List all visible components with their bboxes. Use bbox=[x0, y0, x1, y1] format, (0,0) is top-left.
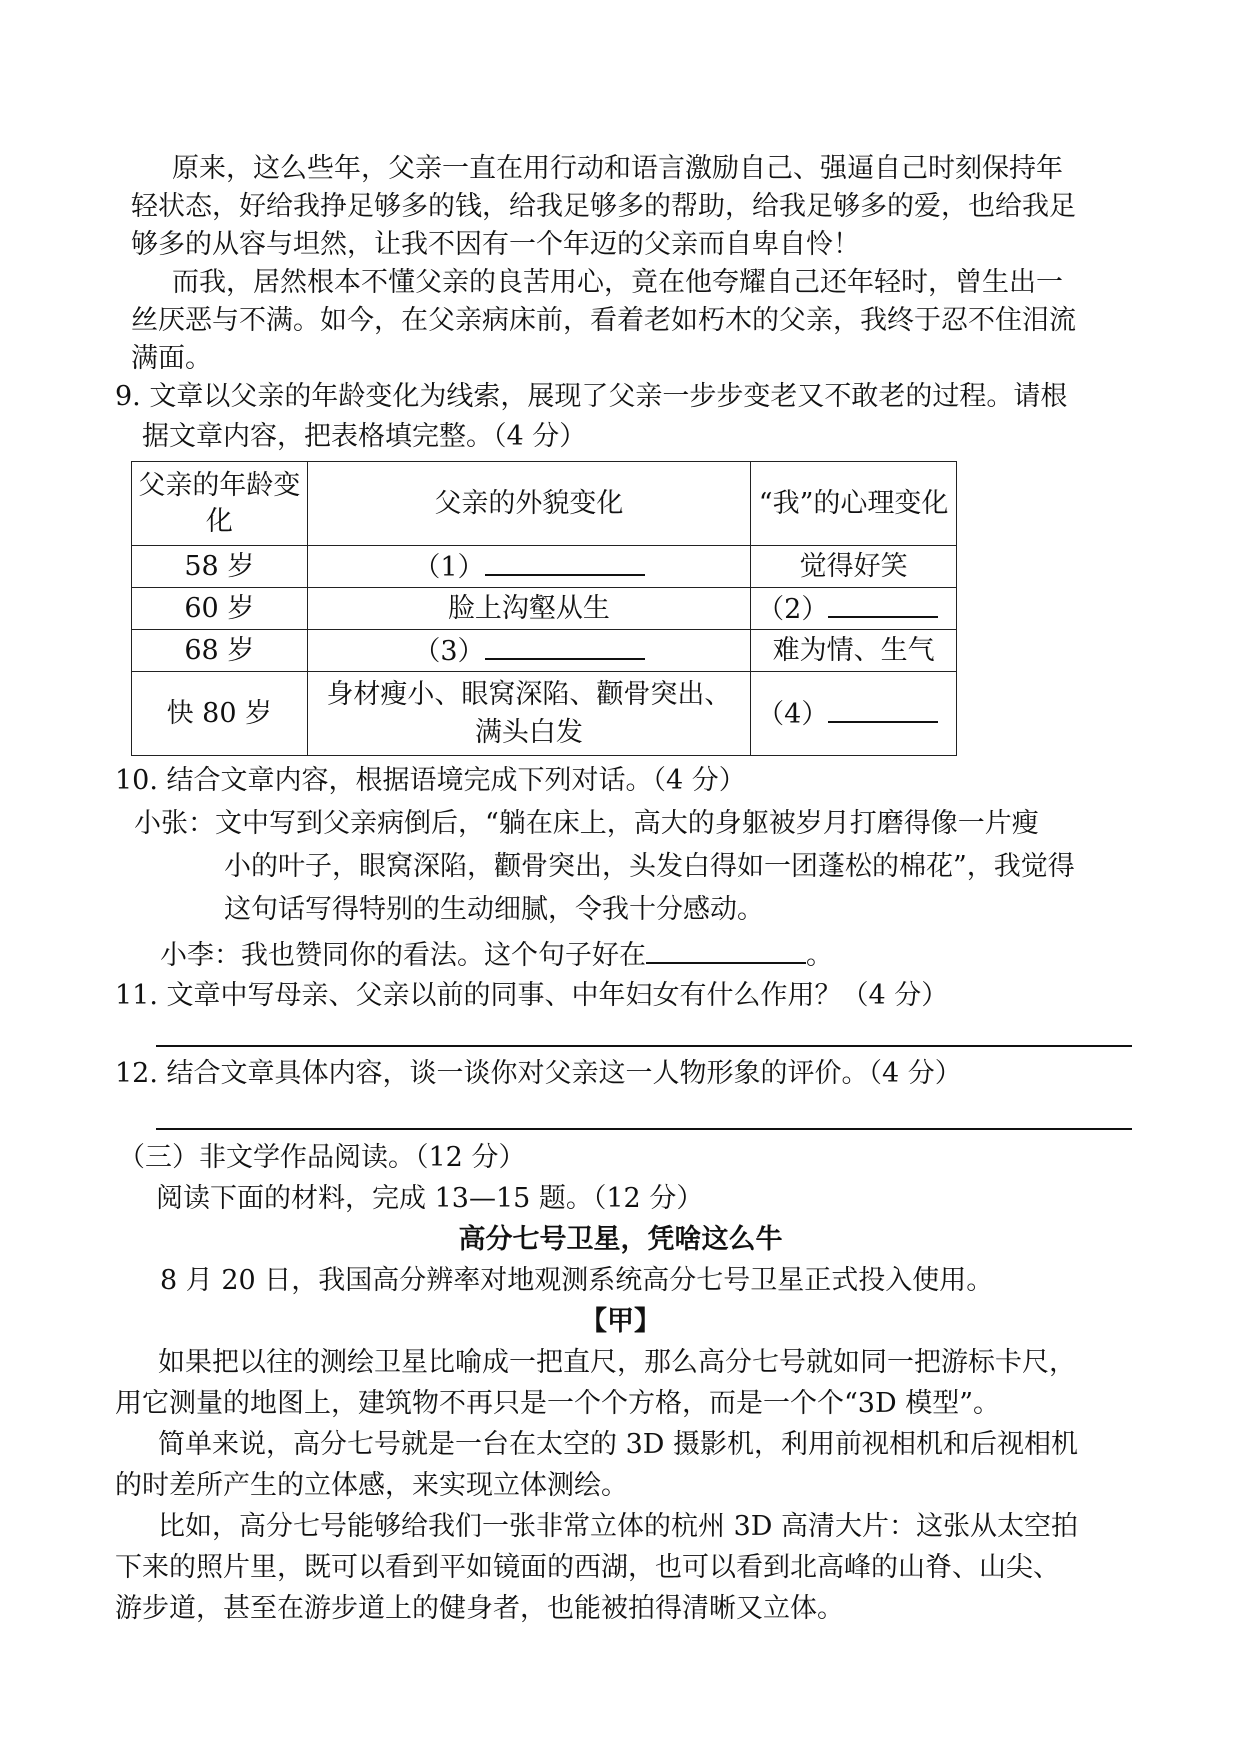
table-cell-mind[interactable]: （4） bbox=[751, 672, 957, 756]
table-cell-mind: 觉得好笑 bbox=[751, 546, 957, 588]
table-cell-age: 68 岁 bbox=[132, 630, 308, 672]
article-paragraph: 简单来说，高分七号就是一台在太空的 3D 摄影机，利用前视相机和后视相机 bbox=[158, 1429, 1078, 1460]
answer-line[interactable] bbox=[156, 1045, 1132, 1047]
table-cell-mind[interactable]: （2） bbox=[751, 588, 957, 630]
question-11: 11. 文章中写母亲、父亲以前的同事、中年妇女有什么作用？（4 分） bbox=[115, 980, 949, 1011]
question-12: 12. 结合文章具体内容，谈一谈你对父亲这一人物形象的评价。（4 分） bbox=[115, 1058, 962, 1089]
table-cell-appearance[interactable]: （1） bbox=[307, 546, 750, 588]
article-paragraph: 游步道，甚至在游步道上的健身者，也能被拍得清晰又立体。 bbox=[115, 1593, 844, 1624]
article-paragraph: 如果把以往的测绘卫星比喻成一把直尺，那么高分七号就如同一把游标卡尺， bbox=[158, 1347, 1076, 1378]
answer-table bbox=[131, 461, 957, 756]
article-paragraph: 用它测量的地图上，建筑物不再只是一个个方格，而是一个个“3D 模型”。 bbox=[115, 1388, 1001, 1419]
answer-blank[interactable] bbox=[828, 693, 938, 723]
question-10: 10. 结合文章内容，根据语境完成下列对话。（4 分） bbox=[115, 765, 746, 796]
answer-blank[interactable] bbox=[485, 546, 645, 576]
table-cell-age: 快 80 岁 bbox=[132, 672, 308, 756]
dialogue-li: 小李：我也赞同你的看法。这个句子好在 。 bbox=[160, 934, 833, 975]
passage-line: 满面。 bbox=[131, 343, 212, 374]
table-cell-age: 58 岁 bbox=[132, 546, 308, 588]
passage-line: 丝厌恶与不满。如今，在父亲病床前，看着老如朽木的父亲，我终于忍不住泪流 bbox=[131, 305, 1076, 336]
section-heading: （三）非文学作品阅读。（12 分） bbox=[118, 1142, 526, 1173]
part-label: 【甲】 bbox=[580, 1306, 661, 1337]
article-intro: 8 月 20 日，我国高分辨率对地观测系统高分七号卫星正式投入使用。 bbox=[160, 1265, 994, 1296]
article-paragraph: 的时差所产生的立体感，来实现立体测绘。 bbox=[115, 1470, 628, 1501]
table-cell-appearance: 脸上沟壑从生 bbox=[307, 588, 750, 630]
question-9: 9. 文章以父亲的年龄变化为线索，展现了父亲一步步变老又不敢老的过程。请根 bbox=[115, 381, 1068, 412]
header-mind: “我”的心理变化 bbox=[751, 462, 957, 546]
table-cell-appearance[interactable]: （3） bbox=[307, 630, 750, 672]
article-paragraph: 比如，高分七号能够给我们一张非常立体的杭州 3D 高清大片：这张从太空拍 bbox=[158, 1511, 1078, 1542]
dialogue-zhang-cont: 小的叶子，眼窝深陷，颧骨突出，头发白得如一团蓬松的棉花”，我觉得 bbox=[224, 851, 1075, 882]
answer-blank[interactable] bbox=[828, 588, 938, 618]
table-cell-mind: 难为情、生气 bbox=[751, 630, 957, 672]
passage-line: 轻状态，好给我挣足够多的钱，给我足够多的帮助，给我足够多的爱，也给我足 bbox=[131, 191, 1076, 222]
answer-blank[interactable] bbox=[646, 934, 806, 964]
dialogue-zhang: 小张：文中写到父亲病倒后，“躺在床上，高大的身躯被岁月打磨得像一片瘦 bbox=[134, 808, 1039, 839]
article-paragraph: 下来的照片里，既可以看到平如镜面的西湖，也可以看到北高峰的山脊、山尖、 bbox=[115, 1552, 1060, 1583]
table-cell-age: 60 岁 bbox=[132, 588, 308, 630]
answer-blank[interactable] bbox=[485, 630, 645, 660]
header-appearance: 父亲的外貌变化 bbox=[307, 462, 750, 546]
answer-line[interactable] bbox=[156, 1128, 1132, 1130]
section-instruction: 阅读下面的材料，完成 13—15 题。（12 分） bbox=[156, 1183, 704, 1214]
table-cell-appearance: 身材瘦小、眼窝深陷、颧骨突出、满头白发 bbox=[307, 672, 750, 756]
passage-line: 而我，居然根本不懂父亲的良苦用心，竟在他夸耀自己还年轻时，曾生出一 bbox=[172, 267, 1063, 298]
article-title: 高分七号卫星，凭啥这么牛 bbox=[458, 1224, 783, 1255]
passage-line: 原来，这么些年，父亲一直在用行动和语言激励自己、强逼自己时刻保持年 bbox=[172, 153, 1063, 184]
dialogue-zhang-cont: 这句话写得特别的生动细腻，令我十分感动。 bbox=[224, 894, 764, 925]
header-age: 父亲的年龄变化 bbox=[132, 462, 308, 546]
question-9-cont: 据文章内容，把表格填完整。（4 分） bbox=[142, 421, 587, 452]
passage-line: 够多的从容与坦然，让我不因有一个年迈的父亲而自卑自怜！ bbox=[131, 229, 860, 260]
